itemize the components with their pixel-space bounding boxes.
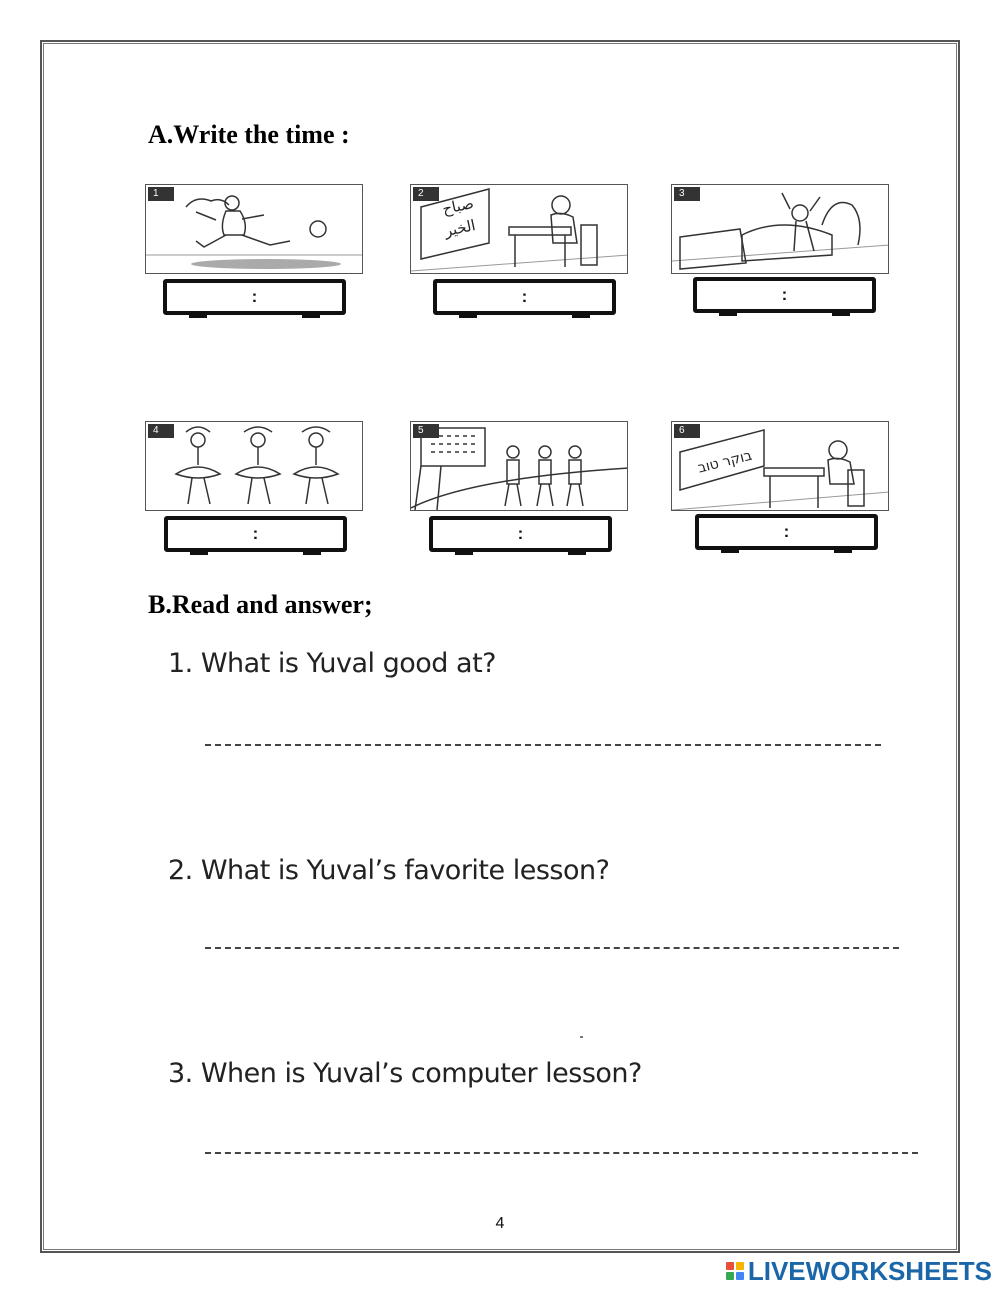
section-b-heading: B.Read and answer; (148, 590, 373, 619)
clock-6-colon: : (783, 522, 790, 541)
picture-3-girl-waking-up (671, 184, 889, 274)
picture-6-girl-at-desk (671, 421, 889, 511)
board-text-line-2: الخير (442, 216, 478, 241)
picture-5-number: 5 (413, 424, 439, 438)
clock-2-colon: : (521, 287, 528, 306)
time-input-1[interactable] (163, 279, 346, 315)
picture-5-children-walking (410, 421, 628, 511)
picture-2-girl-at-desk (410, 184, 628, 274)
time-input-2[interactable] (433, 279, 616, 315)
question-2: 2. What is Yuval’s favorite lesson? (168, 855, 610, 886)
clock-1-colon: : (251, 287, 258, 306)
time-input-5[interactable] (429, 516, 612, 552)
liveworksheets-brand[interactable] (726, 1254, 992, 1288)
question-3: 3. When is Yuval’s computer lesson? (168, 1058, 642, 1089)
liveworksheets-logo-icon (726, 1262, 744, 1280)
question-1: 1. What is Yuval good at? (168, 648, 496, 679)
answer-2-input[interactable] (205, 947, 899, 949)
board-text-line-1: صباح (440, 194, 476, 219)
page-number: 4 (495, 1215, 505, 1232)
picture-1-boy-kicking-ball (145, 184, 363, 274)
picture-3-number: 3 (674, 187, 700, 201)
answer-1-input[interactable] (205, 744, 881, 746)
board-text-hebrew: בוקר טוב (696, 447, 754, 477)
picture-2-number: 2 (413, 187, 439, 201)
picture-4-number: 4 (148, 424, 174, 438)
brand-name: LIVEWORKSHEETS (747, 1255, 992, 1286)
stray-dot (580, 1036, 583, 1038)
picture-1-number: 1 (148, 187, 174, 201)
picture-6-number: 6 (674, 424, 700, 438)
clock-5-colon: : (517, 524, 524, 543)
section-a-heading: A.Write the time : (148, 120, 350, 149)
time-input-6[interactable] (695, 514, 878, 550)
clock-3-colon: : (781, 285, 788, 304)
time-input-3[interactable] (693, 277, 876, 313)
answer-3-input[interactable] (205, 1152, 918, 1154)
clock-4-colon: : (252, 524, 259, 543)
picture-4-ballet-dancers (145, 421, 363, 511)
time-input-4[interactable] (164, 516, 347, 552)
